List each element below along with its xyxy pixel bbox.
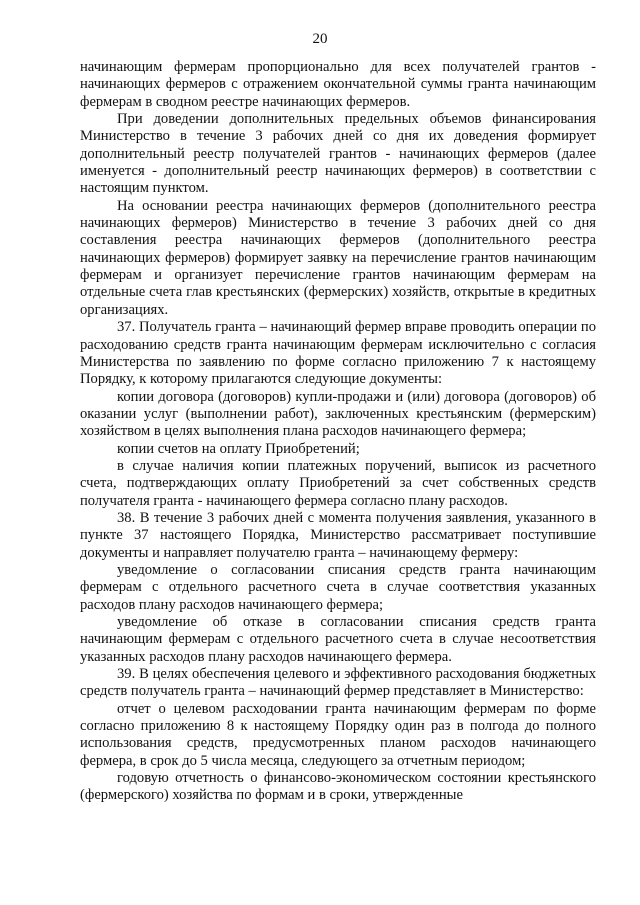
list-item-invoices: копии счетов на оплату Приобретений; bbox=[117, 440, 360, 457]
list-item-refusal-notice: уведомление об отказе в согласовании списания средств гранта начинающим фермерам с отдельного расчетного счета в случае несоответствия указанных расходов плану расходов начинающего фермера. bbox=[80, 614, 596, 665]
paragraph-clause-38: 38. В течение 3 рабочих дней с момента получения заявления, указанного в пункте 37 настоящего Порядка, Министерство рассматривает поступившие документы и направляет получателю гранта – начинающему фермеру: bbox=[80, 509, 596, 561]
page-number: 20 bbox=[312, 31, 328, 47]
paragraph-clause-37: 37. Получатель гранта – начинающий фермер вправе проводить операции по расходованию средств гранта начинающим фермерам исключительно с согласия Министерства по заявлению по форме согласно приложению 7 к настоящему Порядку, к которому прилагаются следующие документы: bbox=[80, 319, 596, 388]
document-body bbox=[80, 59, 596, 805]
list-item-approval-notice: уведомление о согласовании списания средств гранта начинающим фермерам с отдельного расчетного счета в случае соответствия указанных расходов плану расходов начинающего фермера; bbox=[80, 561, 596, 613]
paragraph-grant-transfer: На основании реестра начинающих фермеров (дополнительного реестра начинающих фермеров) Министерство в течение 3 рабочих дней со дня составления реестра начинающих фермеров (дополнительного реестра начинающих фермеров) формирует заявку на перечисление грантов начинающим фермерам и организует перечисление грантов начинающим фермерам на отдельные счета глав крестьянских (фермерских) хозяйств, открытые в кредитных организациях. bbox=[80, 197, 596, 318]
list-item-usage-report: отчет о целевом расходовании гранта начинающим фермерам по форме согласно приложению 8 к настоящему Порядку один раз в полгода до полного использования средств, предусмотренных планом расходов начинающего фермера, в срок до 5 числа месяца, следующего за отчетным периодом; bbox=[80, 700, 596, 769]
list-item-contracts: копии договора (договоров) купли-продажи и (или) договора (договоров) об оказании услуг (выполнении работ), заключенных крестьянским (фермерским) хозяйством в целях выполнения плана расходов начинающего фермера; bbox=[80, 388, 596, 440]
list-item-annual-reporting: годовую отчетность о финансово-экономическом состоянии крестьянского (фермерского) хозяйства по формам и в сроки, утвержденные bbox=[80, 770, 596, 804]
paragraph-clause-39: 39. В целях обеспечения целевого и эффективного расходования бюджетных средств получатель гранта – начинающий фермер представляет в Министерство: bbox=[80, 666, 596, 700]
paragraph-continuation: начинающим фермерам пропорционально для всех получателей грантов - начинающих фермеров с отражением окончательной суммы гранта начинающим фермерам в сводном реестре начинающих фермеров. bbox=[80, 59, 596, 110]
list-item-payment-orders: в случае наличия копии платежных поручений, выписок из расчетного счета, подтверждающих оплату Приобретений за счет собственных средств получателя гранта - начинающего фермера согласно плану расходов. bbox=[80, 457, 596, 509]
paragraph-additional-funding: При доведении дополнительных предельных объемов финансирования Министерство в течение 3 рабочих дней со дня их доведения формирует дополнительный реестр получателей грантов - начинающих фермеров (далее именуется - дополнительный реестр начинающих фермеров) в соответствии с настоящим пунктом. bbox=[80, 111, 596, 197]
